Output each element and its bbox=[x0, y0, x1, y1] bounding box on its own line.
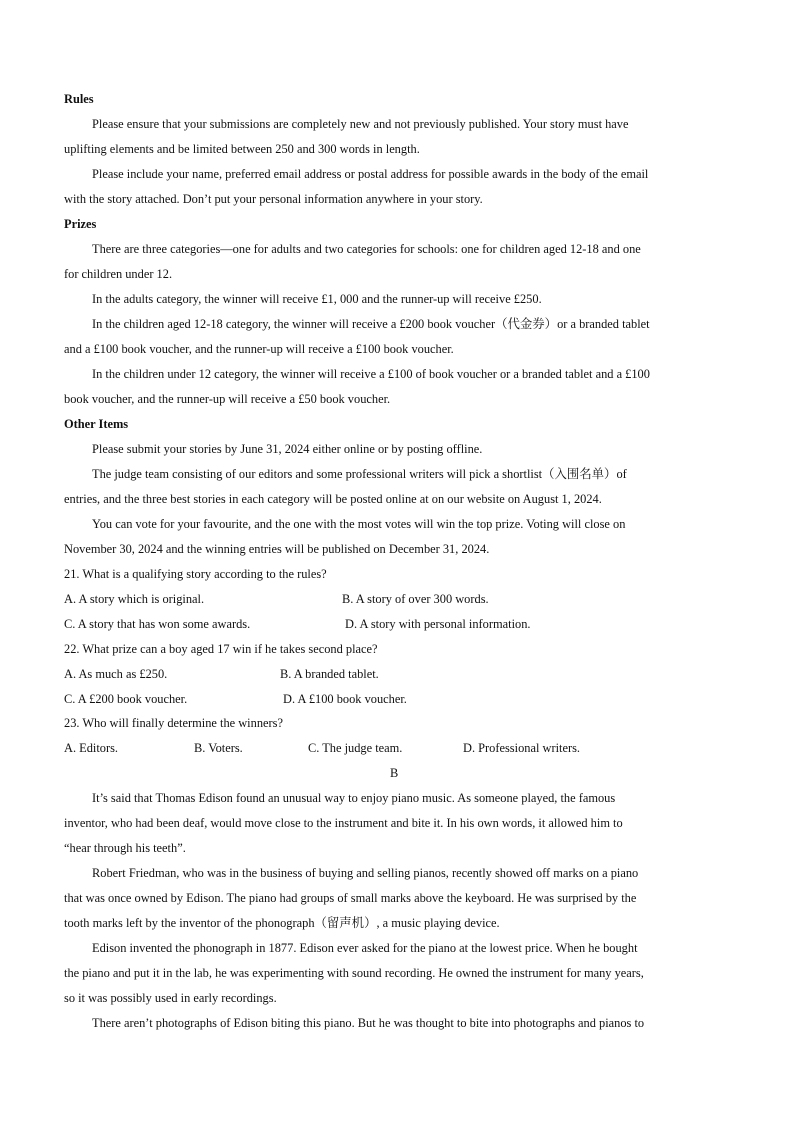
prizes-p1-line2: for children under 12. bbox=[64, 267, 173, 281]
question-21-option-b: B. A story of over 300 words. bbox=[342, 592, 489, 606]
rules-p2-line2: with the story attached. Don’t put your personal information anywhere in your story. bbox=[64, 192, 483, 206]
rules-p1-line1: Please ensure that your submissions are completely new and not previously published. Your story must have bbox=[92, 117, 629, 131]
question-21-stem: 21. What is a qualifying story according to the rules? bbox=[64, 567, 327, 581]
passage-b-p3-line2: the piano and put it in the lab, he was experimenting with sound recording. He owned the instrument for many years, bbox=[64, 966, 644, 980]
question-22-option-b: B. A branded tablet. bbox=[280, 667, 379, 681]
prizes-p2-line1: In the adults category, the winner will receive £1, 000 and the runner-up will receive £250. bbox=[92, 292, 542, 306]
question-22-option-a: A. As much as £250. bbox=[64, 667, 168, 681]
passage-b-p1-line2: inventor, who had been deaf, would move close to the instrument and bite it. In his own words, it allowed him to bbox=[64, 816, 623, 830]
passage-b-p1-line1: It’s said that Thomas Edison found an unusual way to enjoy piano music. As someone played, the famous bbox=[92, 791, 616, 805]
other-p3-line1: You can vote for your favourite, and the one with the most votes will win the top prize. Voting will close on bbox=[92, 517, 626, 531]
question-22-stem: 22. What prize can a boy aged 17 win if he takes second place? bbox=[64, 642, 378, 656]
question-21-option-a: A. A story which is original. bbox=[64, 592, 205, 606]
question-23-option-c: C. The judge team. bbox=[308, 741, 403, 755]
question-23-option-b: B. Voters. bbox=[194, 741, 243, 755]
passage-b-p3-line3: so it was possibly used in early recordings. bbox=[64, 991, 277, 1005]
passage-b-p2-line2: that was once owned by Edison. The piano had groups of small marks above the keyboard. He was surprised by the bbox=[64, 891, 637, 905]
question-23-stem: 23. Who will finally determine the winners? bbox=[64, 716, 283, 730]
other-p2-line1: The judge team consisting of our editors and some professional writers will pick a shortlist（入围名单）of bbox=[92, 467, 627, 481]
passage-b-label: B bbox=[390, 766, 399, 780]
prizes-heading: Prizes bbox=[64, 217, 97, 231]
question-21-option-c: C. A story that has won some awards. bbox=[64, 617, 251, 631]
passage-b-p2-line1: Robert Friedman, who was in the business of buying and selling pianos, recently showed off marks on a piano bbox=[92, 866, 639, 880]
other-p1-line1: Please submit your stories by June 31, 2024 either online or by posting offline. bbox=[92, 442, 483, 456]
rules-p1-line2: uplifting elements and be limited between 250 and 300 words in length. bbox=[64, 142, 420, 156]
other-p2-line2: entries, and the three best stories in each category will be posted online at on our website on August 1, 2024. bbox=[64, 492, 602, 506]
question-23-option-d: D. Professional writers. bbox=[463, 741, 581, 755]
question-22-option-c: C. A £200 book voucher. bbox=[64, 692, 188, 706]
rules-heading: Rules bbox=[64, 92, 94, 106]
prizes-p1-line1: There are three categories—one for adults and two categories for schools: one for children aged 12-18 and one bbox=[92, 242, 641, 256]
rules-p2-line1: Please include your name, preferred email address or postal address for possible awards in the body of the email bbox=[92, 167, 649, 181]
prizes-p3-line2: and a £100 book voucher, and the runner-up will receive a £100 book voucher. bbox=[64, 342, 454, 356]
prizes-p4-line2: book voucher, and the runner-up will receive a £50 book voucher. bbox=[64, 392, 391, 406]
other-p3-line2: November 30, 2024 and the winning entries will be published on December 31, 2024. bbox=[64, 542, 490, 556]
passage-b-p3-line1: Edison invented the phonograph in 1877. Edison ever asked for the piano at the lowest price. When he bought bbox=[92, 941, 638, 955]
prizes-p4-line1: In the children under 12 category, the winner will receive a £100 of book voucher or a branded tablet and a £100 bbox=[92, 367, 650, 381]
question-21-option-d: D. A story with personal information. bbox=[345, 617, 531, 631]
question-22-option-d: D. A £100 book voucher. bbox=[283, 692, 407, 706]
passage-b-p2-line3: tooth marks left by the inventor of the phonograph（留声机）, a music playing device. bbox=[64, 916, 500, 930]
passage-b-p1-line3: “hear through his teeth”. bbox=[64, 841, 186, 855]
question-23-option-a: A. Editors. bbox=[64, 741, 119, 755]
other-heading: Other Items bbox=[64, 417, 129, 431]
prizes-p3-line1: In the children aged 12-18 category, the winner will receive a £200 book voucher（代金券）or a branded tablet bbox=[92, 317, 650, 331]
passage-b-p4-line1: There aren’t photographs of Edison biting this piano. But he was thought to bite into photographs and pianos to bbox=[92, 1016, 645, 1030]
